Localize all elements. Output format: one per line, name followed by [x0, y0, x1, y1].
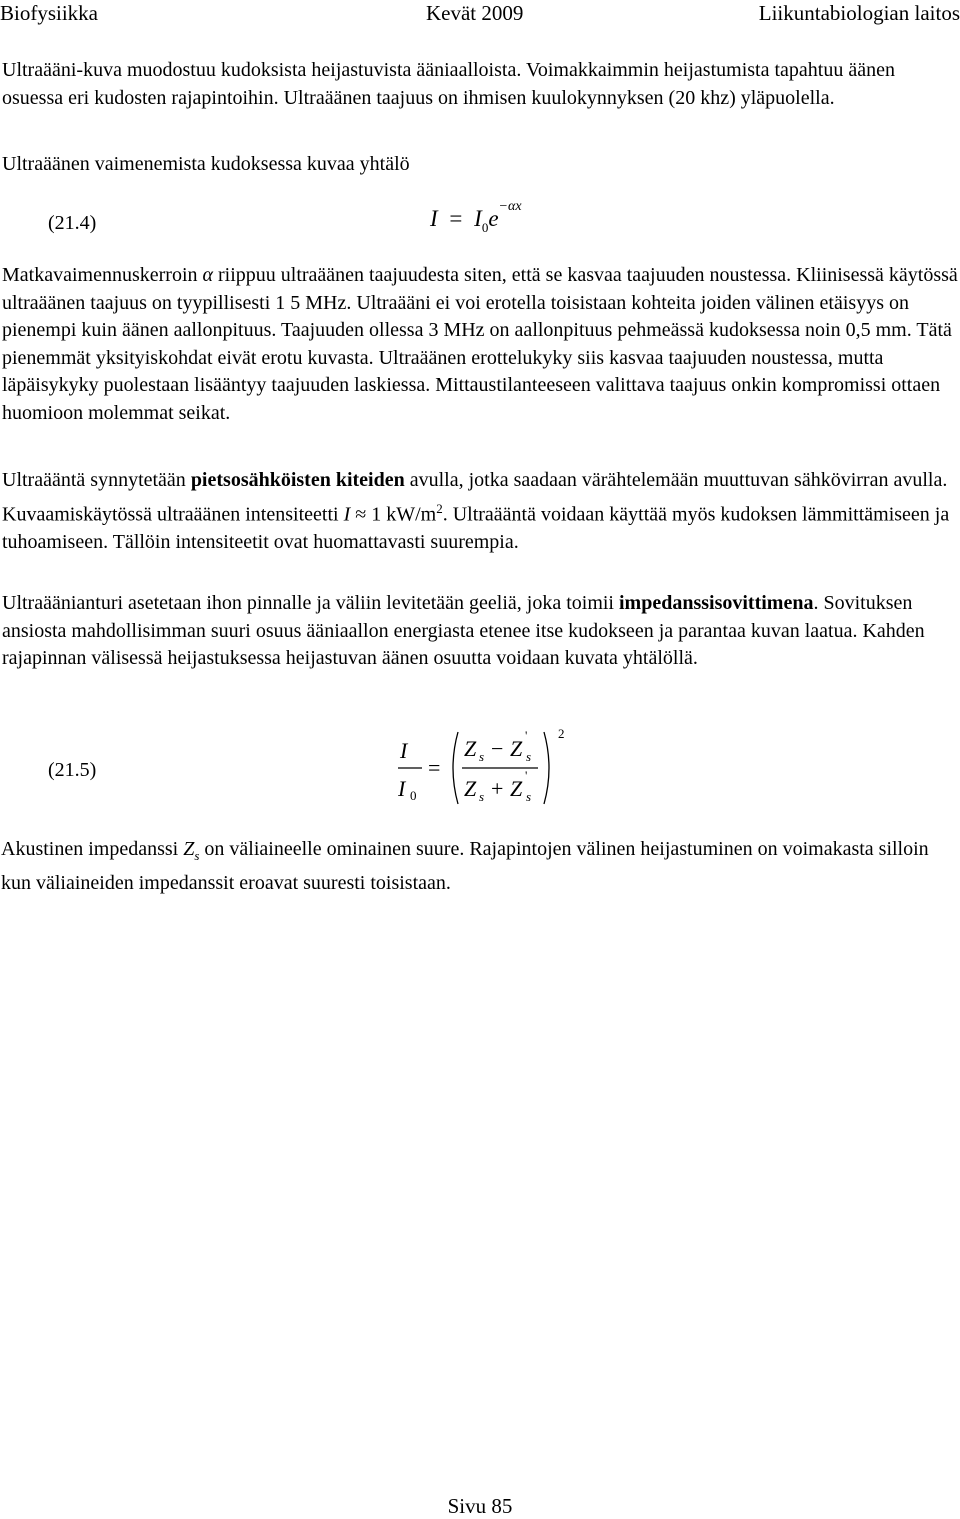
equation-number-21-4: (21.4): [48, 212, 97, 234]
page-number: Sivu 85: [447, 1494, 513, 1518]
p4-text-a: Ultraääntä synnytetään: [2, 469, 191, 491]
eq2-equals: =: [428, 755, 441, 780]
eq2-den-s2: s: [526, 789, 532, 804]
equation-reflection: [398, 728, 578, 808]
eq1-intensity: I: [430, 206, 438, 231]
paragraph-acoustic-impedance: [1, 836, 959, 897]
equation-attenuation: [430, 199, 522, 235]
page-header: [0, 0, 960, 30]
eq1-initial-intensity: I: [474, 206, 482, 231]
eq1-euler-e: e: [488, 206, 499, 231]
term-piezoelectric-crystals: pietsosähköisten kiteiden: [190, 469, 405, 491]
paragraph-attenuation-coefficient: [2, 262, 960, 427]
eq2-intensity: I: [400, 738, 408, 763]
p5-text-a: Ultraäänianturi asetetaan ihon pinnalle ja väliin levitetään geeliä, joka toimii: [2, 592, 619, 614]
eq2-den-prime: ': [525, 768, 528, 783]
p6-text-b: on väliaineelle ominainen suure. Rajapintojen välinen heijastuminen on voimakasta silloin kun väliaineiden impedanssit eroavat suuresti toisistaan.: [1, 838, 929, 894]
eq2-den-Z: Z: [464, 776, 477, 801]
paragraph-impedance-matching: [2, 590, 960, 673]
impedance-symbol: Z: [183, 838, 195, 860]
p4-superscript: 2: [436, 500, 443, 516]
p6-text-a: Akustinen impedanssi: [1, 838, 184, 860]
eq2-num-s: s: [479, 749, 485, 764]
p4-text-c: ≈ 1 kW/m: [350, 503, 437, 526]
eq2-subscript-zero: 0: [410, 788, 417, 803]
p5-text-b: . Sovituksen ansiosta mahdollisimman suuri osuus ääniaallon energiasta etenee itse kudokseen ja parantaa kuvan laatua. Kahden rajapinnan välisessä heijastuksessa heijastuvan äänen osuutta voidaan kuvata yhtälöllä.: [2, 592, 925, 669]
eq1-subscript-zero: 0: [481, 220, 489, 235]
eq2-num-s2: s: [526, 749, 532, 764]
paragraph-intro: Ultraääni-kuva muodostuu kudoksista heijastuvista ääniaalloista. Voimakkaimmin heijastumista tapahtuu äänen osuessa eri kudosten rajapintoihin. Ultraäänen taajuus on ihmisen kuulokynnyksen (20 khz) yläpuolella.: [2, 59, 895, 109]
p3-text-a: Matkavaimennuskerroin: [2, 264, 203, 286]
eq2-left-paren: [453, 732, 458, 804]
header-course: Biofysiikka: [0, 1, 98, 25]
alpha-symbol: α: [202, 264, 213, 286]
eq2-num-Z-prime: Z: [510, 736, 523, 761]
eq2-num-prime: ': [525, 728, 528, 743]
p4-text-d: . Ultraääntä voidaan käyttää myös kudoksen lämmittämiseen ja tuhoamiseen. Tällöin intensiteetit ovat huomattavasti suurempia.: [2, 503, 950, 553]
header-department: Liikuntabiologian laitos: [758, 1, 960, 25]
p3-text-b: riippuu ultraäänen taajuudesta siten, että se kasvaa taajuuden noustessa. Kliinisessä käytössä ultraäänen taajuus on tyypillisesti 1 5 MHz. Ultraääni ei voi erotella toisistaan kohteita joiden välinen etäisyys on pienempi kuin äänen aallonpituus. Taajuuden ollessa 3 MHz on aallonpituus pehmeässä kudoksessa noin 0,5 mm. Tätä pienemmät yksityiskohdat eivät erotu kuvasta. Ultraäänen erottelukyky siis kasvaa taajuuden noustessa, mutta läpäisykyky puolestaan lisääntyy taajuuden laskiessa. Mittaustilanteeseen valittava taajuus onkin kompromissi ottaen huomioon molemmat seikat.: [2, 264, 958, 424]
p4-text-b: avulla, jotka saadaan värähtelemään muuttuvan sähkövirran avulla. Kuvaamiskäytössä ultraäänen intensiteetti: [2, 469, 948, 526]
eq2-right-paren: [544, 732, 549, 804]
term-impedance-matcher: impedanssisovittimena: [619, 592, 814, 614]
eq1-exponent: −αx: [498, 199, 522, 214]
eq2-num-Z: Z: [464, 736, 477, 761]
eq2-den-s: s: [479, 789, 485, 804]
equation-number-21-5: (21.5): [48, 759, 97, 781]
eq2-plus: +: [491, 776, 504, 801]
paragraph-attenuation-intro: Ultraäänen vaimenemista kudoksessa kuvaa yhtälö: [2, 153, 410, 175]
eq2-initial-intensity: I: [398, 776, 406, 801]
eq2-minus: −: [491, 736, 504, 761]
eq2-den-Z-prime: Z: [510, 776, 523, 801]
intensity-symbol: I: [343, 503, 351, 526]
eq1-equals: =: [449, 206, 463, 231]
header-term: Kevät 2009: [426, 1, 524, 25]
impedance-subscript: s: [194, 848, 200, 863]
eq2-square: 2: [558, 728, 565, 741]
paragraph-piezoelectric: [2, 467, 960, 556]
